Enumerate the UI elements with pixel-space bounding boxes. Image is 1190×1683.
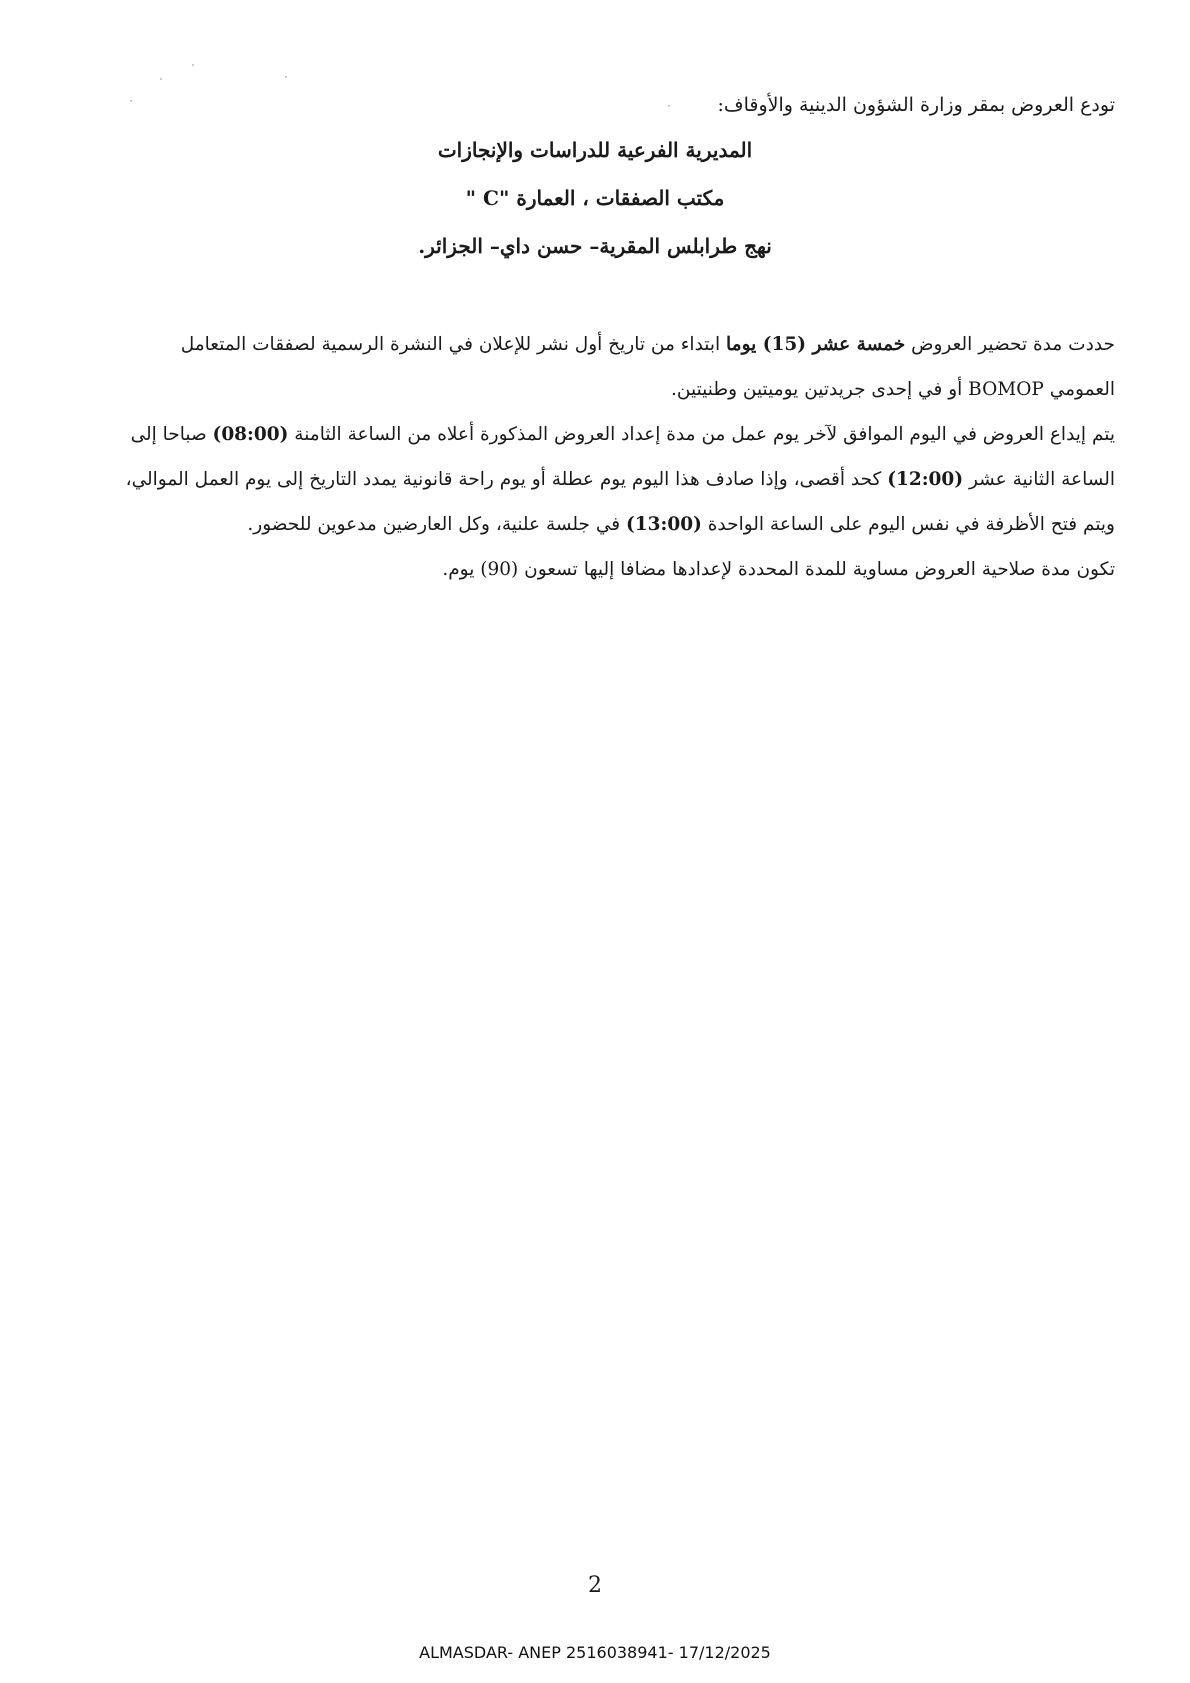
address-line-directorate: المديرية الفرعية للدراسات والإنجازات xyxy=(437,138,753,162)
text-span: يتم إيداع العروض في اليوم الموافق لآخر يوم عمل من مدة إعداد العروض المذكورة أعلاه من الساعة الثامنة xyxy=(288,424,1115,445)
text-span: الساعة الثانية عشر xyxy=(963,469,1115,490)
text-span: كحد أقصى، وإذا صادف هذا اليوم يوم عطلة أو يوم راحة قانونية يمدد التاريخ إلى يوم العمل الموالي، xyxy=(125,469,888,490)
scan-speck xyxy=(668,105,670,107)
paragraph-preparation-period xyxy=(75,330,1115,420)
scan-speck xyxy=(130,100,132,102)
scan-speck xyxy=(160,78,162,80)
bold-span: يوما xyxy=(726,334,757,355)
paragraph-line xyxy=(75,420,1115,465)
text-span: صباحا إلى xyxy=(130,424,213,445)
address-line-office: مكتب الصفقات ، العمارة "C " xyxy=(465,186,725,210)
paragraph-line xyxy=(75,510,1115,555)
text-span: في جلسة علنية، وكل العارضين مدعوين للحضور. xyxy=(247,514,626,535)
bold-time: (13:00) xyxy=(625,514,702,535)
text-span: ويتم فتح الأظرفة في نفس اليوم على الساعة الواحدة xyxy=(701,514,1115,535)
footer-reference: ALMASDAR- ANEP 2516038941- 17/12/2025 xyxy=(419,1643,771,1662)
scan-speck xyxy=(285,76,287,78)
paragraph-submission-rules xyxy=(75,420,1115,600)
paragraph-line xyxy=(75,330,1115,375)
paragraph-line: العمومي BOMOP أو في إحدى جريدتين يوميتين وطنيتين. xyxy=(671,379,1115,400)
address-line-street: نهج طرابلس المقرية– حسن داي– الجزائر. xyxy=(418,234,772,258)
paragraph-line: تكون مدة صلاحية العروض مساوية للمدة المحددة لإعدادها مضافا إليها تسعون (90) يوم. xyxy=(442,559,1115,580)
text-span: ابتداء من تاريخ أول نشر للإعلان في النشرة الرسمية لصفقات المتعامل xyxy=(180,334,727,355)
bold-time: (12:00) xyxy=(887,469,964,490)
scan-speck xyxy=(192,64,194,66)
page-number: 2 xyxy=(588,1573,602,1598)
bold-time: (08:00) xyxy=(212,424,289,445)
bold-span: (15) xyxy=(756,334,813,355)
paragraph-line xyxy=(75,465,1115,510)
bold-span: خمسة عشر xyxy=(812,334,906,355)
text-span: حددت مدة تحضير العروض xyxy=(905,334,1115,355)
submission-intro: تودع العروض بمقر وزارة الشؤون الدينية والأوقاف: xyxy=(717,94,1115,116)
